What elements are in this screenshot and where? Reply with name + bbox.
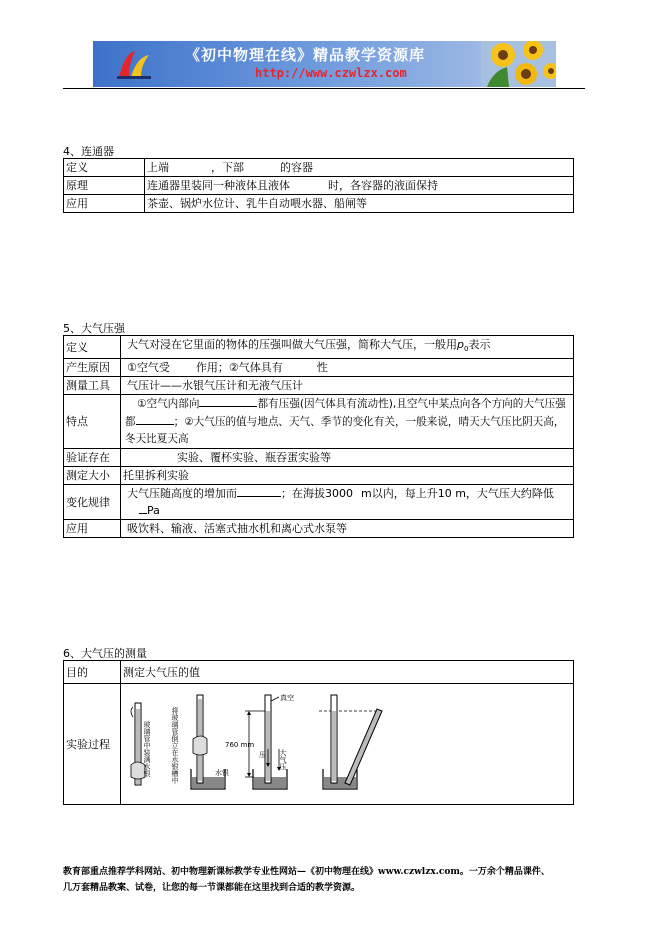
step2-label: 将玻璃管倒立在水银槽中 [171, 707, 179, 784]
symbol-p: p [457, 338, 464, 351]
hand-icon [193, 736, 207, 755]
table-row [64, 395, 574, 449]
table-row [64, 485, 574, 520]
table-row [64, 377, 574, 395]
text-part: 大气对浸在它里面的物体的压强叫做大气压强，简称大气压，一般用 [127, 338, 457, 351]
step4-apparatus [319, 695, 383, 789]
section4-title: 4、连通器 [63, 145, 114, 158]
row-label: 目的 [64, 661, 121, 684]
table-row [64, 467, 574, 485]
row-label: 定义 [64, 159, 145, 177]
row-label: 实验过程 [64, 684, 121, 805]
text-part: 连通器里装同一种液体且液体 [147, 179, 290, 192]
table-row [64, 195, 574, 213]
diagram-cell [121, 684, 574, 805]
footer-line: 几万套精品教案、试卷，让您的每一节课都能在这里找到合适的教学资源。 [63, 883, 361, 893]
table-row [64, 177, 574, 195]
mercury-label: 水银 [215, 769, 229, 777]
row-label: 定义 [64, 336, 121, 359]
row-label: 原理 [64, 177, 145, 195]
row-content: 气压计——水银气压计和无液气压计 [121, 377, 574, 395]
text-part: ①空气受 [127, 361, 170, 375]
text-part: 性 [316, 361, 328, 375]
table-row [64, 359, 574, 377]
row-content [121, 395, 574, 449]
row-content: 托里拆利实验 [121, 467, 574, 485]
down-pressure-label: 压 [259, 751, 266, 759]
row-label: 应用 [64, 520, 121, 538]
section5-title: 5、大气压强 [63, 322, 125, 335]
text-part: 作用；②气体具有 [195, 361, 283, 375]
row-content: 实验、覆杯实验、瓶吞蛋实验等 [121, 449, 574, 467]
text-part: m以内，每上升10 m，大气压大约降低 [361, 487, 554, 501]
vacuum-label: 真空 [280, 694, 294, 702]
pressure-measurement-table [63, 660, 574, 805]
page-footer [63, 864, 588, 896]
row-label: 测定大小 [64, 467, 121, 485]
table-row [64, 159, 574, 177]
header-banner [93, 41, 556, 87]
symbol-sub: 0 [463, 345, 469, 354]
row-content [145, 177, 574, 195]
atmos-pressure-label: 大气压 [279, 749, 287, 770]
row-content [121, 336, 574, 359]
row-content [121, 485, 574, 520]
row-label: 应用 [64, 195, 145, 213]
footer-line: 教育部重点推荐学科网站、初中物理新课标教学专业性网站—《初中物理在线》www.czwlzx.com。一万余个精品课件、 [63, 867, 550, 877]
row-content: 吸饮料、输液、活塞式抽水机和离心式水泵等 [121, 520, 574, 538]
row-label: 产生原因 [64, 359, 121, 377]
logo-icon [115, 47, 155, 83]
row-label: 测量工具 [64, 377, 121, 395]
text-part: 大气压随高度的增加而 [127, 487, 237, 501]
banner-title: 《初中物理在线》精品教学资源库 [185, 46, 426, 64]
table-row [64, 684, 574, 805]
section6-title: 6、大气压的测量 [63, 647, 147, 660]
step1-label: 玻璃管中装满水银 [143, 721, 151, 777]
text-part: 都有压强(因气体具有流动性),且空气中某点向各个方向的大气压强都 [125, 398, 566, 429]
header-divider [63, 88, 585, 89]
text-part: 上端 [147, 161, 169, 174]
text-part: Pa [147, 504, 160, 518]
sunflower-icon [481, 41, 556, 87]
row-content [121, 359, 574, 377]
table-row [64, 449, 574, 467]
text-part: ；在海拔3000 [281, 487, 353, 501]
text-part: 表示 [468, 338, 491, 351]
atmospheric-pressure-table [63, 335, 574, 538]
text-part: ，下部 [211, 161, 244, 174]
torricelli-experiment-diagram [123, 687, 423, 801]
row-label: 变化规律 [64, 485, 121, 520]
table-row [64, 520, 574, 538]
row-content [145, 159, 574, 177]
text-part: ；②大气压的值与地点、天气、季节的变化有关，一般来说，晴天大气压比阴天高，冬天比夏天高 [125, 416, 565, 446]
row-label: 验证存在 [64, 449, 121, 467]
height-label: 760 mm [225, 741, 255, 749]
row-content: 测定大气压的值 [121, 661, 574, 684]
text-part: 时，各容器的液面保持 [328, 179, 438, 192]
row-label: 特点 [64, 395, 121, 449]
banner-url[interactable]: http://www.czwlzx.com [255, 66, 407, 80]
row-content: 茶壶、锅炉水位计、乳牛自动喂水器、船闸等 [145, 195, 574, 213]
table-row [64, 661, 574, 684]
text-part: ①空气内部向 [137, 398, 200, 411]
table-row [64, 336, 574, 359]
text-part: 的容器 [280, 161, 313, 174]
connector-table [63, 158, 574, 213]
